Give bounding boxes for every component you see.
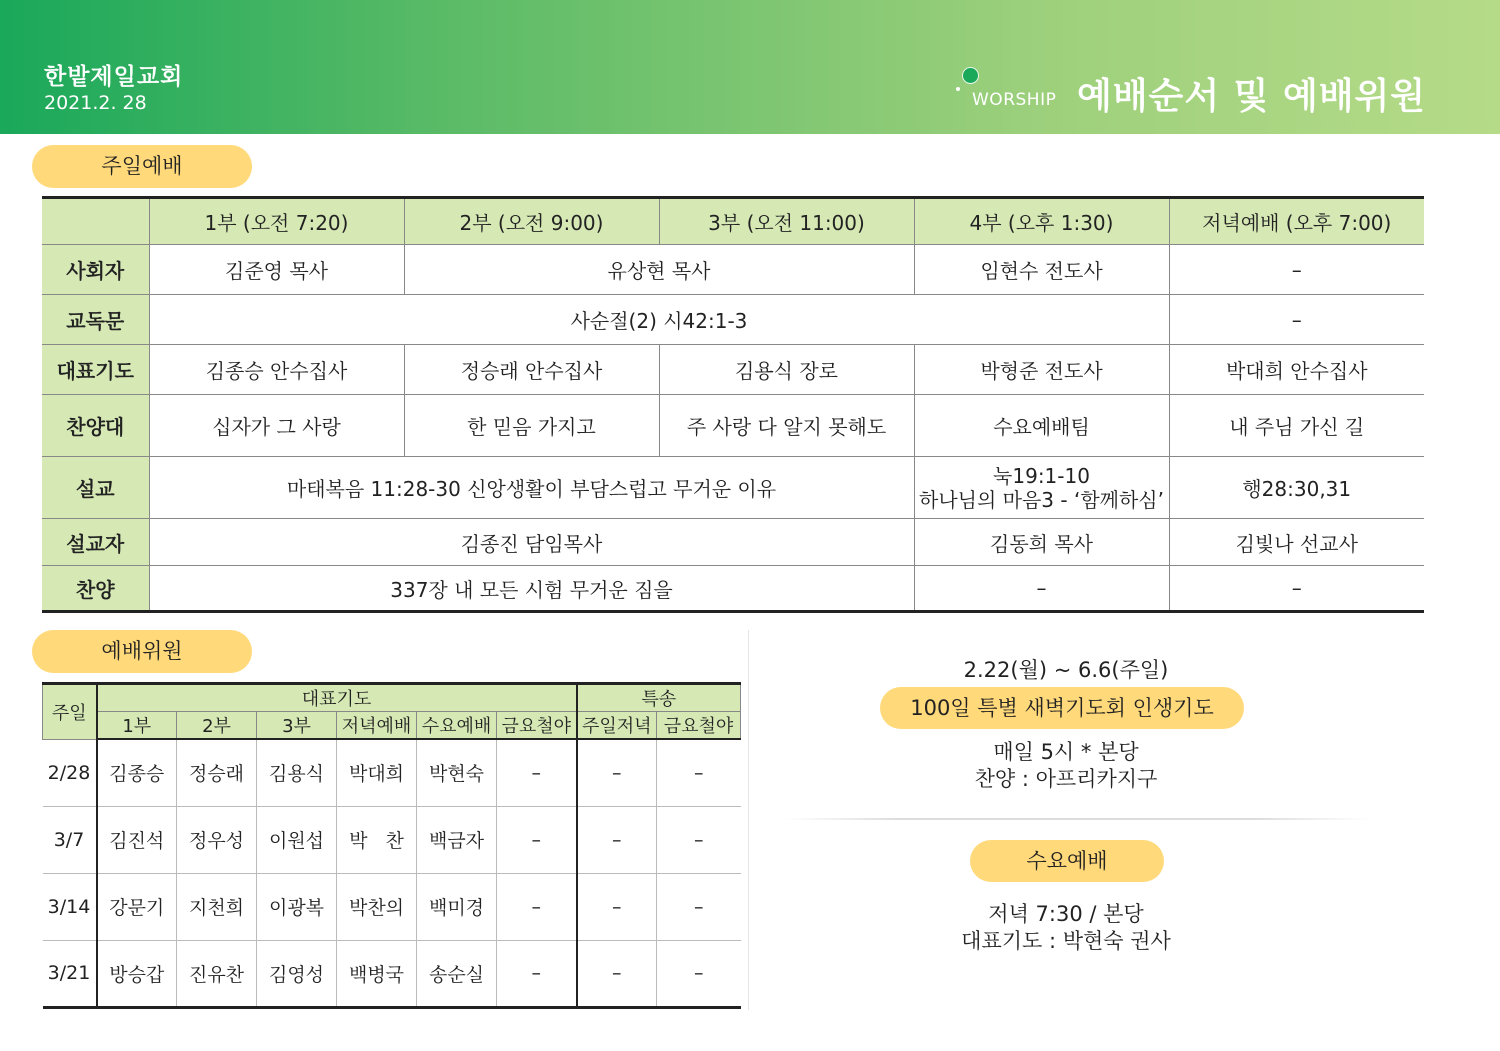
- table-cell: 박형준 전도사: [914, 345, 1169, 395]
- table-cell: 김영성: [257, 940, 337, 1007]
- table-cell: 박대희 안수집사: [1169, 345, 1424, 395]
- table-cell: –: [497, 940, 577, 1007]
- col-header: 1부 (오전 7:20): [149, 198, 404, 245]
- table-cell: –: [497, 739, 577, 806]
- table-row: [42, 295, 1424, 345]
- table-cell: –: [577, 739, 657, 806]
- table-cell: 337장 내 모든 시험 무거운 짐을: [149, 566, 914, 612]
- table-cell: 수요예배팀: [914, 395, 1169, 457]
- table-cell: 김준영 목사: [149, 245, 404, 295]
- table-cell: 행28:30,31: [1169, 457, 1424, 519]
- row-label: 대표기도: [42, 345, 149, 395]
- table-cell: 김종승: [97, 739, 177, 806]
- table-cell: 마태복음 11:28-30 신앙생활이 부담스럽고 무거운 이유: [149, 457, 914, 519]
- col-header: 4부 (오후 1:30): [914, 198, 1169, 245]
- corner-cell: [42, 198, 149, 245]
- table-cell: –: [497, 806, 577, 873]
- table-cell: 백미경: [417, 873, 497, 940]
- dawn-prayer-praise: 찬양 : 아프리카지구: [974, 767, 1158, 791]
- row-label: 찬양: [42, 566, 149, 612]
- prayer-group-header: 대표기도: [97, 684, 577, 712]
- table-cell: –: [577, 940, 657, 1007]
- dawn-prayer-badge: 100일 특별 새벽기도회 인생기도: [880, 687, 1244, 729]
- row-label: 설교자: [42, 519, 149, 566]
- col-header: 2부: [177, 712, 257, 740]
- table-cell: 백병국: [337, 940, 417, 1007]
- table-header-row: [42, 198, 1424, 245]
- table-row: [43, 940, 741, 1007]
- col-header: 2부 (오전 9:00): [404, 198, 659, 245]
- table-cell: [914, 457, 1169, 519]
- church-name: 한밭제일교회: [44, 64, 184, 90]
- table-cell: 주 사랑 다 알지 못해도: [659, 395, 914, 457]
- dawn-prayer-period: 2.22(월) ~ 6.6(주일): [963, 658, 1169, 682]
- col-header: 저녁예배: [337, 712, 417, 740]
- bulletin-date: 2021.2. 28: [44, 92, 147, 114]
- table-row: [42, 519, 1424, 566]
- row-date: 3/14: [43, 873, 97, 940]
- sunday-service-table: [42, 196, 1424, 613]
- row-date: 2/28: [43, 739, 97, 806]
- sermon-text: 눅19:1-10: [993, 463, 1090, 488]
- table-header-row: [43, 684, 741, 712]
- table-cell: –: [1169, 245, 1424, 295]
- table-cell: –: [657, 806, 741, 873]
- table-cell: 이원섭: [257, 806, 337, 873]
- table-cell: 정승래 안수집사: [404, 345, 659, 395]
- table-cell: 임현수 전도사: [914, 245, 1169, 295]
- section-divider: [785, 818, 1370, 820]
- special-song-header: 특송: [577, 684, 741, 712]
- table-cell: 한 믿음 가지고: [404, 395, 659, 457]
- table-cell: 십자가 그 사랑: [149, 395, 404, 457]
- green-dot-icon: [962, 67, 979, 84]
- row-label: 사회자: [42, 245, 149, 295]
- page-header: [0, 0, 1500, 134]
- col-header: 저녁예배 (오후 7:00): [1169, 198, 1424, 245]
- table-cell: –: [657, 873, 741, 940]
- small-dot-icon: [956, 87, 960, 91]
- table-cell: –: [577, 873, 657, 940]
- table-row: [42, 345, 1424, 395]
- sunday-worship-badge: 주일예배: [32, 145, 252, 188]
- page-title: 예배순서 및 예배위원: [1077, 76, 1427, 117]
- table-cell: 박 찬: [337, 806, 417, 873]
- col-header: 3부 (오전 11:00): [659, 198, 914, 245]
- table-cell: 김종진 담임목사: [149, 519, 914, 566]
- table-cell: –: [577, 806, 657, 873]
- row-date: 3/21: [43, 940, 97, 1007]
- table-row: [42, 395, 1424, 457]
- col-header: 금요철야: [657, 712, 741, 740]
- wednesday-time: 저녁 7:30 / 본당: [988, 902, 1144, 926]
- row-label: 교독문: [42, 295, 149, 345]
- table-cell: –: [497, 873, 577, 940]
- table-cell: –: [657, 940, 741, 1007]
- col-header: 주일저녁: [577, 712, 657, 740]
- table-row: [43, 873, 741, 940]
- row-date: 3/7: [43, 806, 97, 873]
- col-header: 3부: [257, 712, 337, 740]
- table-cell: 이광복: [257, 873, 337, 940]
- table-cell: –: [1169, 566, 1424, 612]
- worship-members-table: [42, 682, 741, 1009]
- table-subheader-row: [43, 712, 741, 740]
- table-cell: 송순실: [417, 940, 497, 1007]
- week-header: 주일: [43, 684, 97, 740]
- table-cell: 강문기: [97, 873, 177, 940]
- wednesday-service-badge: 수요예배: [970, 840, 1164, 882]
- table-cell: 내 주님 가신 길: [1169, 395, 1424, 457]
- table-cell: 김동희 목사: [914, 519, 1169, 566]
- table-row: [42, 566, 1424, 612]
- table-cell: 진유찬: [177, 940, 257, 1007]
- table-cell: 김용식 장로: [659, 345, 914, 395]
- table-cell: 박찬의: [337, 873, 417, 940]
- col-header: 금요철야: [497, 712, 577, 740]
- table-row: [42, 457, 1424, 519]
- table-cell: –: [657, 739, 741, 806]
- table-row: [43, 739, 741, 806]
- worship-label: WORSHIP: [972, 90, 1057, 110]
- table-cell: 박대희: [337, 739, 417, 806]
- table-cell: 정승래: [177, 739, 257, 806]
- table-cell: 유상현 목사: [404, 245, 914, 295]
- sermon-title: 하나님의 마음3 - ‘함께하심’: [919, 487, 1164, 512]
- table-cell: 김용식: [257, 739, 337, 806]
- row-label: 찬양대: [42, 395, 149, 457]
- table-cell: 박현숙: [417, 739, 497, 806]
- table-cell: 지천희: [177, 873, 257, 940]
- table-cell: 김종승 안수집사: [149, 345, 404, 395]
- row-label: 설교: [42, 457, 149, 519]
- table-cell: –: [914, 566, 1169, 612]
- table-cell: 김빛나 선교사: [1169, 519, 1424, 566]
- worship-members-badge: 예배위원: [32, 630, 252, 673]
- col-header: 1부: [97, 712, 177, 740]
- table-cell: 백금자: [417, 806, 497, 873]
- table-cell: –: [1169, 295, 1424, 345]
- table-row: [42, 245, 1424, 295]
- col-header: 수요예배: [417, 712, 497, 740]
- table-row: [43, 806, 741, 873]
- table-cell: 방승갑: [97, 940, 177, 1007]
- table-cell: 정우성: [177, 806, 257, 873]
- table-cell: 김진석: [97, 806, 177, 873]
- table-cell: 사순절(2) 시42:1-3: [149, 295, 1169, 345]
- wednesday-prayer-leader: 대표기도 : 박현숙 권사: [961, 929, 1171, 953]
- column-divider: [748, 630, 749, 1010]
- dawn-prayer-time: 매일 5시 * 본당: [993, 740, 1139, 764]
